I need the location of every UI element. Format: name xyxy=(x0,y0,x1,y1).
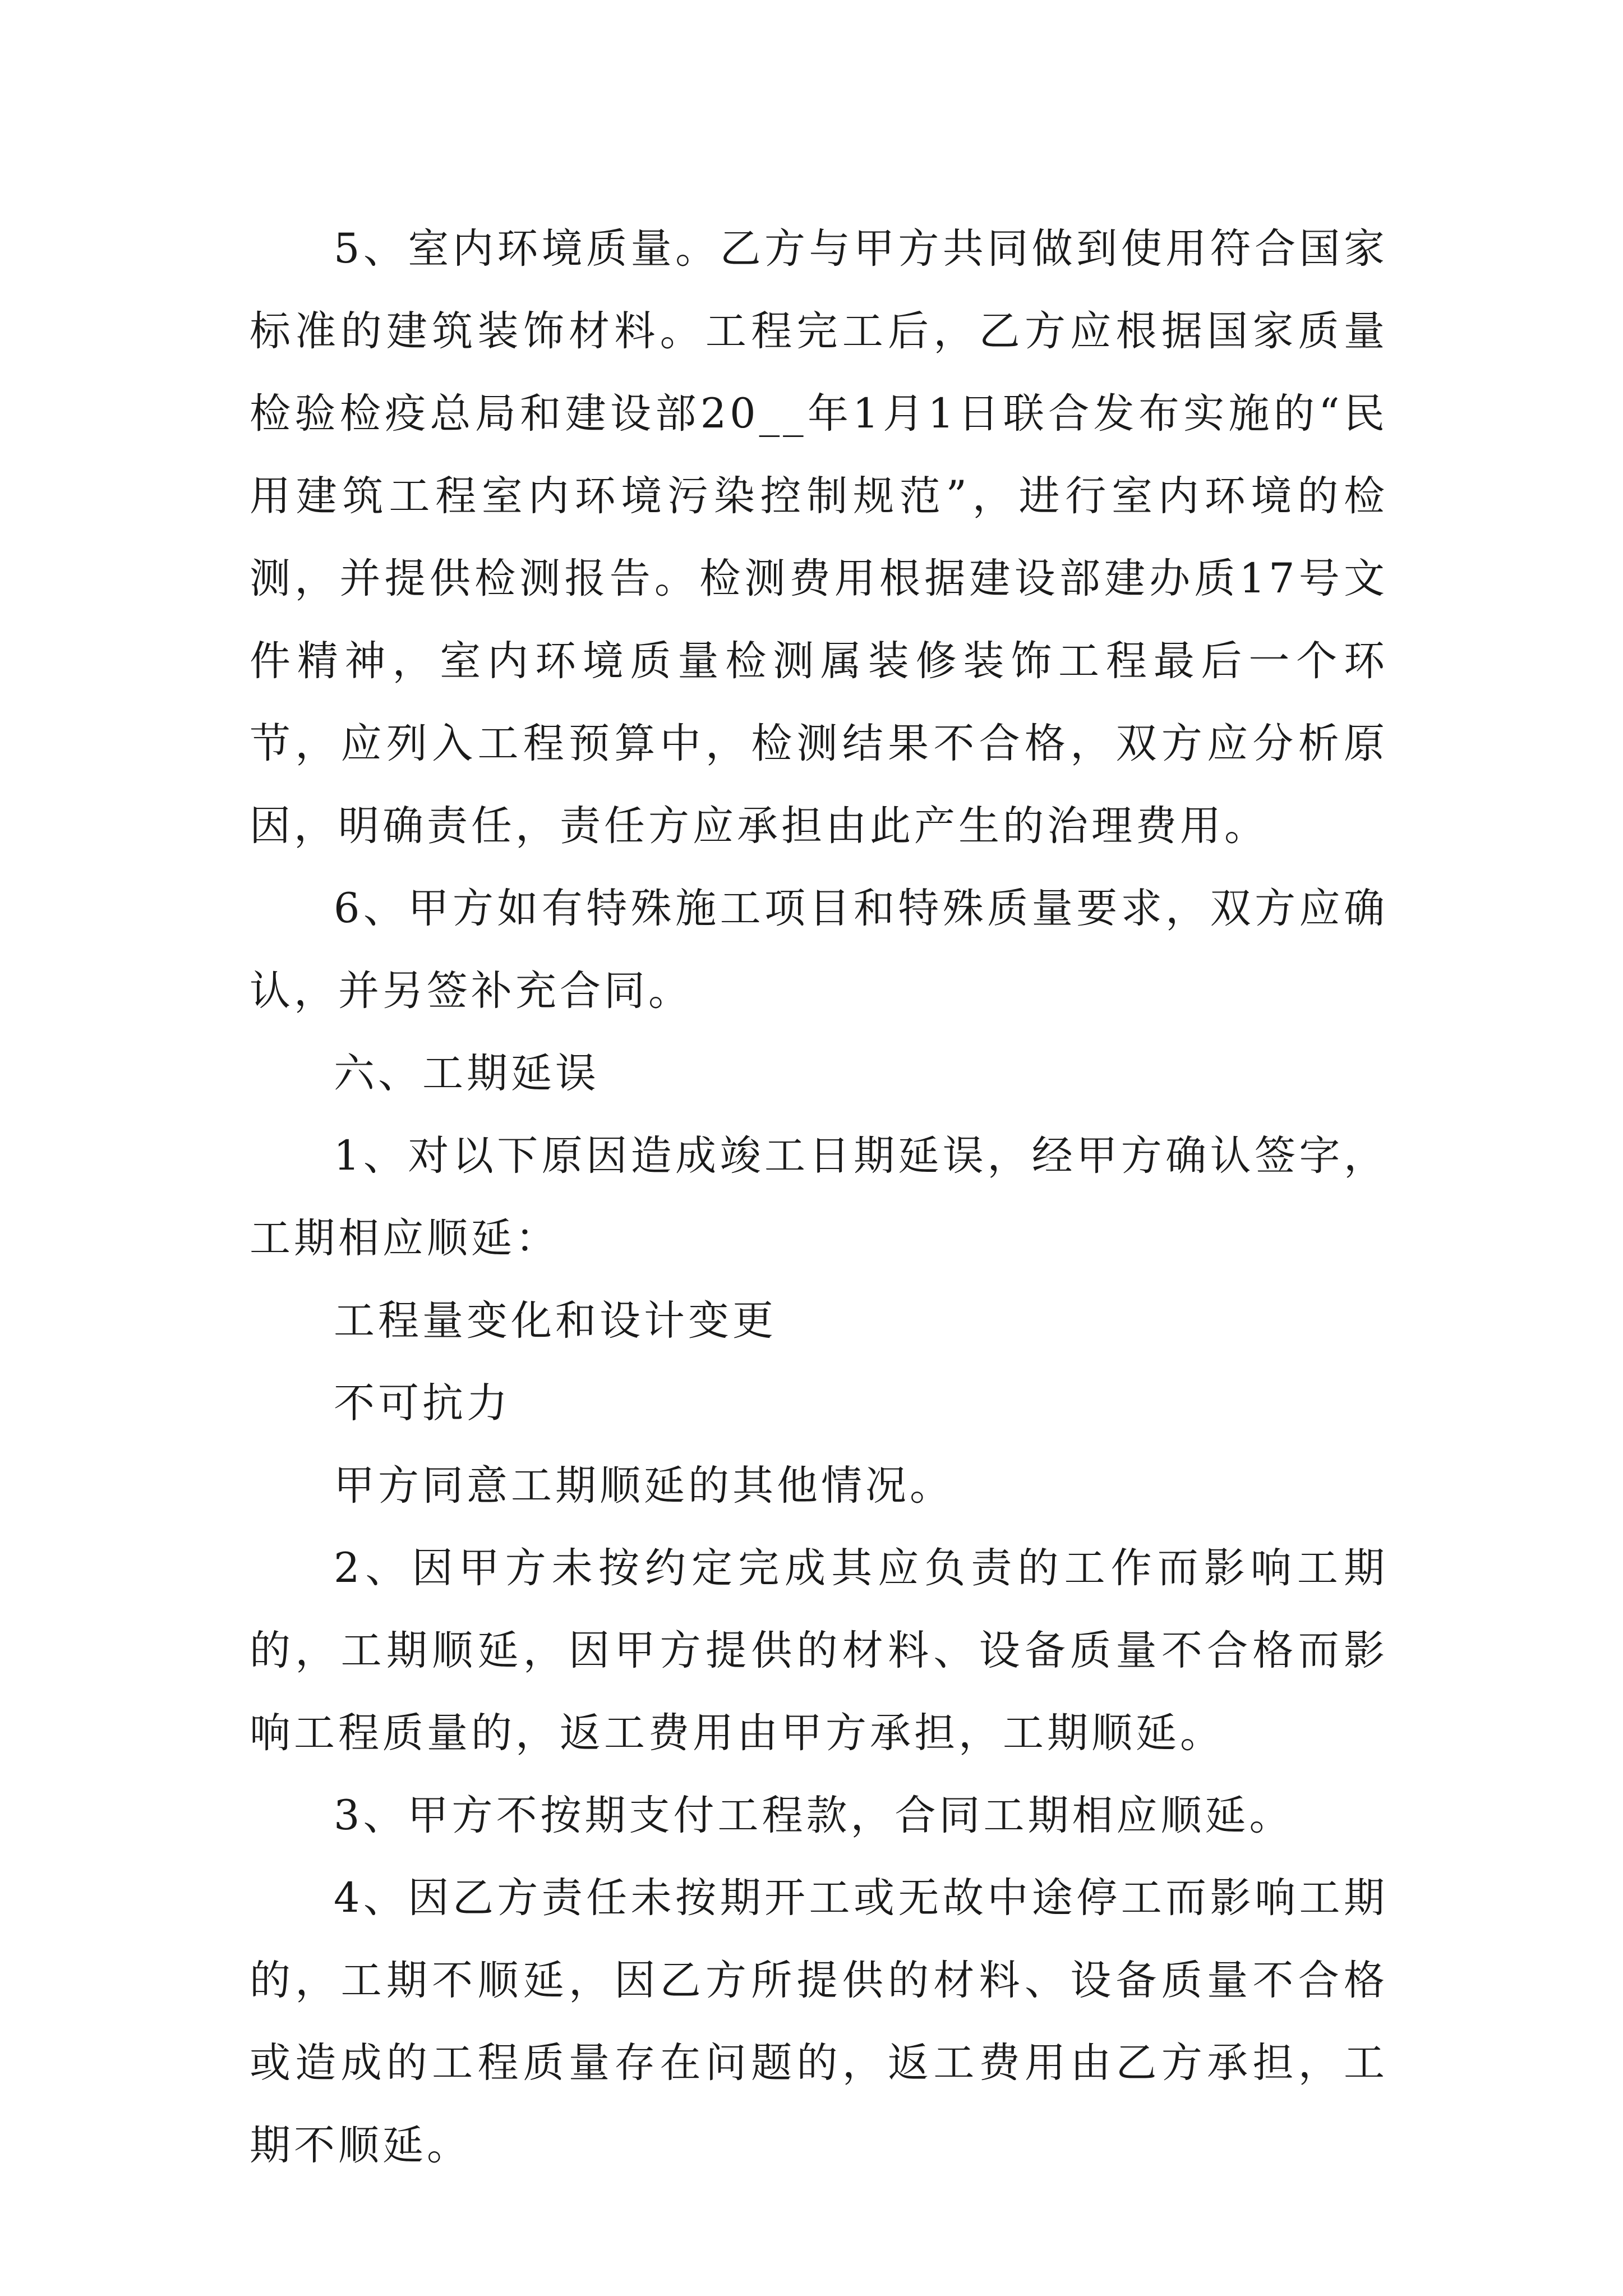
paragraph-party-b-delay: 4、因乙方责任未按期开工或无故中途停工而影响工期的，工期不顺延，因乙方所提供的材料、设备质量不合格或造成的工程质量存在问题的，返工费用由乙方承担，工期不顺延。 xyxy=(250,1874,1388,2169)
list-item-other-cases: 甲方同意工期顺延的其他情况。 xyxy=(334,1462,954,1510)
paragraph-delay-reasons: 1、对以下原因造成竣工日期延误，经甲方确认签字，工期相应顺延： xyxy=(250,1132,1388,1262)
paragraph-indoor-environment-quality: 5、室内环境质量。乙方与甲方共同做到使用符合国家标准的建筑装饰材料。工程完工后，乙方应根据国家质量检验检疫总局和建设部20__年1月1日联合发布实施的“民用建筑工程室内环境污染控制规范”，进行室内环境的检测，并提供检测报告。检测费用根据建设部建办质17号文件精神，室内环境质量检测属装修装饰工程最后一个环节，应列入工程预算中，检测结果不合格，双方应分析原因，明确责任，责任方应承担由此产生的治理费用。 xyxy=(250,225,1388,850)
list-item-quantity-change: 工程量变化和设计变更 xyxy=(334,1297,777,1345)
document-body xyxy=(250,208,1388,2187)
paragraph-special-construction: 6、甲方如有特殊施工项目和特殊质量要求，双方应确认，并另签补充合同。 xyxy=(250,885,1388,1015)
paragraph-payment-delay: 3、甲方不按期支付工程款，合同工期相应顺延。 xyxy=(334,1792,1294,1839)
list-item-force-majeure: 不可抗力 xyxy=(334,1379,511,1427)
paragraph-party-a-delay: 2、因甲方未按约定完成其应负责的工作而影响工期的，工期顺延，因甲方提供的材料、设备质量不合格而影响工程质量的，返工费用由甲方承担，工期顺延。 xyxy=(250,1544,1388,1757)
section-heading-schedule-delay: 六、工期延误 xyxy=(334,1050,600,1097)
